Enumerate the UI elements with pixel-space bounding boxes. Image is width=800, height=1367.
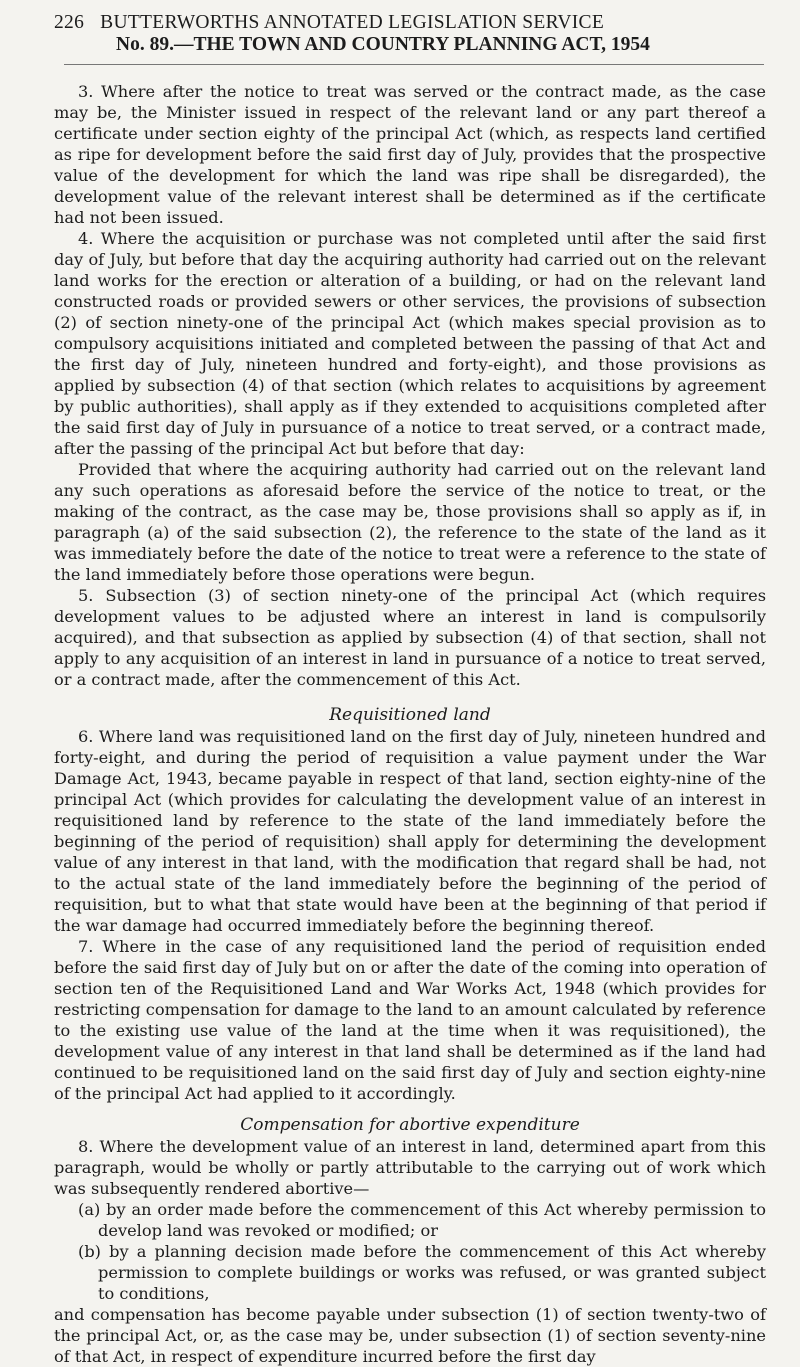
page-number: 226 — [54, 12, 85, 33]
running-head — [54, 12, 764, 34]
paragraph-5: 5. Subsection (3) of section ninety-one of the principal Act (which requires development values to be adjusted where an interest in land is compulsorily acquired), and that subsection as applied by subsection (4) of that section, shall not apply to any acquisition of an interest in land in pursuance of a notice to treat served, or a contract made, after the commencement of this Act. — [54, 586, 766, 689]
document-body — [54, 81, 766, 1367]
section-heading-requisitioned: Requisitioned land — [329, 705, 491, 725]
section-heading-compensation: Compensation for abortive expenditure — [240, 1115, 580, 1135]
header-rule — [64, 64, 764, 65]
running-title: BUTTERWORTHS ANNOTATED LEGISLATION SERVICE — [100, 12, 605, 33]
paragraph-6: 6. Where land was requisitioned land on the first day of July, nineteen hundred and forty-eight, and during the period of requisition a value payment under the War Damage Act, 1943, became payable in respect of that land, section eighty-nine of the principal Act (which provides for calculating the development value of an interest in requisitioned land by reference to the state of the land immediately before the beginning of the period of requisition) shall apply for determining the development value of any interest in that land, with the modification that regard shall be had, not to the actual state of the land immediately before the beginning of the period of requisition, but to what that state would have been at the beginning of that period if the war damage had occurred immediately before the beginning thereof. — [54, 727, 766, 935]
paragraph-4-proviso: Provided that where the acquiring authority had carried out on the relevant land any such operations as aforesaid before the service of the notice to treat, or the making of the contract, as the case may be, those provisions shall so apply as if, in paragraph (a) of the said subsection (2), the reference to the state of the land as it was immediately before the date of the notice to treat were a reference to the state of the land immediately before those operations were begun. — [54, 460, 766, 584]
paragraph-8-item-b: (b) by a planning decision made before the commencement of this Act whereby permission to complete buildings or works was refused, or was granted subject to conditions, — [78, 1242, 766, 1303]
paragraph-4: 4. Where the acquisition or purchase was not completed until after the said first day of July, but before that day the acquiring authority had carried out on the relevant land works for the erection or alteration of a building, or had on the relevant land constructed roads or provided sewers or other services, the provisions of subsection (2) of section ninety-one of the principal Act (which makes special provision as to compulsory acquisitions initiated and completed between the passing of that Act and the first day of July, nineteen hundred and forty-eight), and those provisions as applied by subsection (4) of that section (which relates to acquisitions by agreement by public authorities), shall apply as if they extended to acquisitions completed after the said first day of July in pursuance of a notice to treat served, or a contract made, after the passing of the principal Act but before that day: — [54, 229, 766, 458]
paragraph-8-item-a: (a) by an order made before the commencement of this Act whereby permission to develop land was revoked or modified; or — [78, 1200, 766, 1240]
paragraph-7: 7. Where in the case of any requisitioned land the period of requisition ended before the said first day of July but on or after the date of the coming into operation of section ten of the Requisitioned Land and War Works Act, 1948 (which provides for restricting compensation for damage to the land to an amount calculated by reference to the existing use value of the land at the time when it was requisitioned), the development value of any interest in that land shall be determined as if the land had continued to be requisitioned land on the said first day of July and section eighty-nine of the principal Act had applied to it accordingly. — [54, 937, 766, 1103]
paragraph-8-continuation: and compensation has become payable under subsection (1) of section twenty-two of the principal Act, or, as the case may be, under subsection (1) of section seventy-nine of that Act, in respect of expenditure incurred before the first day — [54, 1305, 766, 1366]
paragraph-8: 8. Where the development value of an interest in land, determined apart from this paragraph, would be wholly or partly attributable to the carrying out of work which was subsequently rendered abortive— — [54, 1137, 766, 1198]
paragraph-3: 3. Where after the notice to treat was served or the contract made, as the case may be, the Minister issued in respect of the relevant land or any part thereof a certificate under section eighty of the principal Act (which, as respects land certified as ripe for development before the said first day of July, provides that the prospective value of the development for which the land was ripe shall be disregarded), the development value of the relevant interest shall be determined as if the certificate had not been issued. — [54, 82, 766, 227]
act-title: No. 89.—THE TOWN AND COUNTRY PLANNING ACT, 1954 — [116, 34, 650, 55]
